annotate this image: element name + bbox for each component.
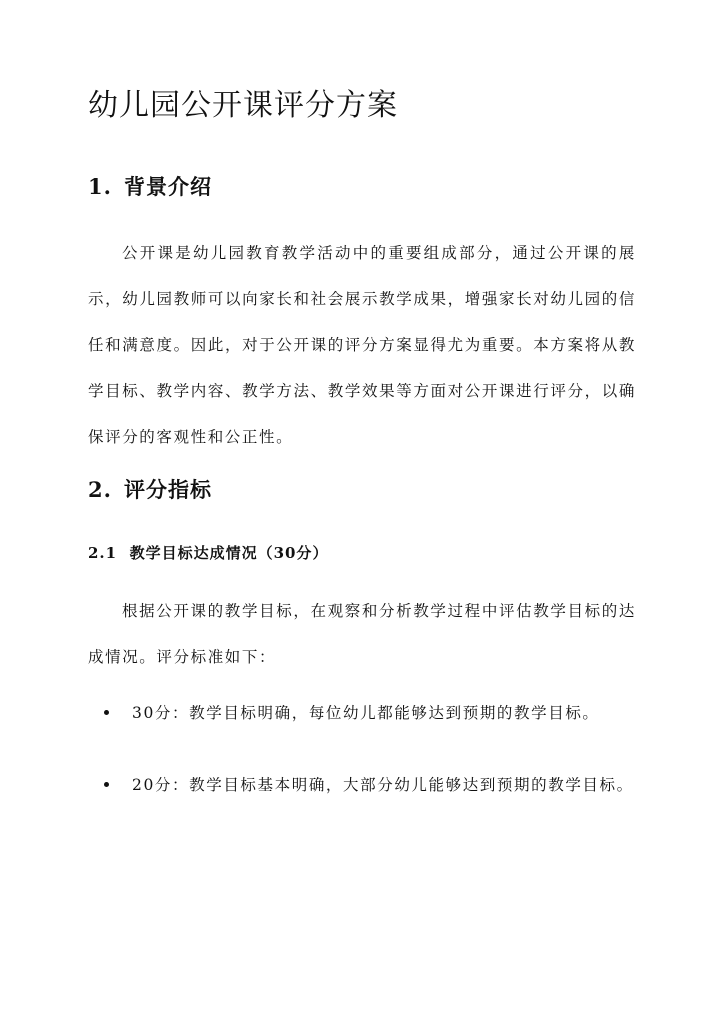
subsection-number: 2.1 xyxy=(88,544,118,562)
bullet-icon xyxy=(104,710,109,715)
list-item xyxy=(88,762,636,808)
section-title: 背景介绍 xyxy=(124,174,212,199)
list-item-text: 20分：教学目标基本明确，大部分幼儿能够达到预期的教学目标。 xyxy=(132,776,634,794)
subsection-title: 教学目标达成情况（30分） xyxy=(129,544,329,562)
document-title: 幼儿园公开课评分方案 xyxy=(88,88,398,123)
section-heading-background xyxy=(88,172,212,202)
scoring-list xyxy=(88,690,636,834)
list-item xyxy=(88,690,636,736)
list-item-text: 30分：教学目标明确，每位幼儿都能够达到预期的教学目标。 xyxy=(132,704,600,722)
subsection-heading xyxy=(88,541,328,565)
bullet-icon xyxy=(104,782,109,787)
background-paragraph: 公开课是幼儿园教育教学活动中的重要组成部分，通过公开课的展示，幼儿园教师可以向家长和社会展示教学成果，增强家长对幼儿园的信任和满意度。因此，对于公开课的评分方案显得尤为重要。本方案将从教学目标、教学内容、教学方法、教学效果等方面对公开课进行评分，以确保评分的客观性和公正性。 xyxy=(88,244,636,446)
section-number: 1. xyxy=(88,174,112,199)
section-heading-criteria xyxy=(88,475,212,505)
section-number: 2. xyxy=(88,477,112,502)
criteria-paragraph: 根据公开课的教学目标，在观察和分析教学过程中评估教学目标的达成情况。评分标准如下： xyxy=(88,602,636,666)
section-title: 评分指标 xyxy=(124,477,212,502)
